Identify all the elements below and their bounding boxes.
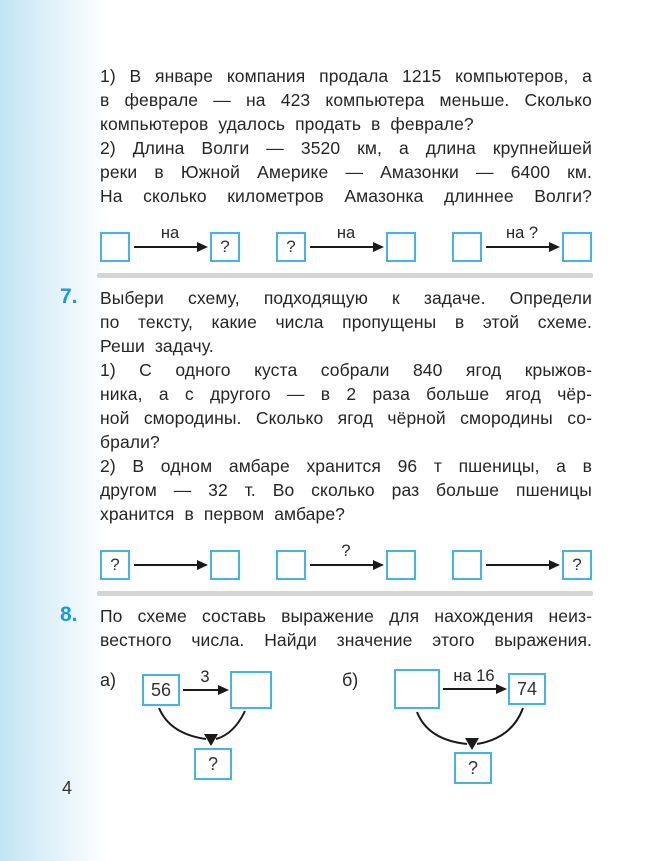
text-line: На сколько километров Амазонка длиннее Волги? — [100, 186, 592, 206]
diagram-result-box: ? — [194, 748, 232, 780]
diagram-top-row — [394, 668, 546, 710]
scheme-row-task7 — [100, 536, 592, 582]
scheme — [100, 224, 240, 264]
diagram-a — [100, 664, 336, 782]
scheme-box — [562, 232, 592, 262]
text-line: По схеме составь выражение для нахождения неиз- — [100, 606, 592, 626]
scheme-box: ? — [210, 232, 240, 262]
text-line: по тексту, какие числа пропущены в этой схеме. — [100, 312, 592, 332]
scheme-row-top — [100, 218, 592, 264]
scheme-arrow-icon — [310, 542, 382, 566]
scheme-box — [276, 550, 306, 580]
scheme-arrow-icon — [310, 224, 382, 248]
diagram-box — [394, 669, 440, 709]
scheme-arrow-label: на — [336, 224, 356, 242]
scheme — [100, 548, 240, 582]
diagram-top-row — [142, 670, 272, 710]
text-line: в феврале — на 423 компьютера меньше. Сколько — [100, 90, 592, 110]
diagram-result-box: ? — [454, 752, 492, 784]
scheme-arrow-label: на ? — [505, 224, 539, 242]
text-line: реки в Южной Америке — Амазонки — 6400 км. — [100, 162, 592, 182]
scheme-arrow-icon — [134, 224, 206, 248]
scheme-box — [452, 232, 482, 262]
diagram-box — [230, 671, 272, 709]
diagram-arrow-label: 3 — [200, 668, 210, 686]
task-number: 7. — [60, 285, 78, 308]
text-line: хранится в первом амбаре? — [100, 504, 346, 524]
section-divider — [97, 591, 593, 596]
scheme-box: ? — [276, 232, 306, 262]
scheme — [452, 224, 592, 264]
section-divider — [97, 273, 593, 278]
diagram-box: 56 — [142, 674, 180, 706]
text-line: Реши задачу. — [100, 336, 214, 356]
scheme-box — [100, 232, 130, 262]
diagram-arrow-icon — [443, 667, 505, 690]
left-edge-gradient — [0, 0, 108, 861]
scheme-arrow-icon — [486, 224, 558, 248]
task-8-intro — [100, 604, 592, 652]
task-8 — [60, 603, 592, 786]
diagram-arrow-label: на 16 — [453, 667, 495, 685]
diagram-b — [342, 664, 592, 786]
scheme-arrow-icon — [134, 564, 206, 566]
problem-1-text — [100, 64, 592, 136]
text-line: компьютеров удалось продать в феврале? — [100, 114, 474, 134]
scheme-box: ? — [100, 550, 130, 580]
text-line: 1) В январе компания продала 1215 компьютеров, а — [100, 66, 592, 86]
scheme — [452, 548, 592, 582]
task-7-intro — [100, 286, 592, 358]
scheme-box: ? — [562, 550, 592, 580]
scheme-arrow-icon — [486, 564, 558, 566]
text-line: Выбери схему, подходящую к задаче. Определи — [100, 288, 592, 308]
scheme-box — [452, 550, 482, 580]
text-line: 2) Длина Волги — 3520 км, а длина крупнейшей — [100, 138, 592, 158]
scheme — [276, 542, 416, 582]
diagram-label: а) — [100, 670, 117, 690]
scheme-arrow-label: ? — [341, 542, 351, 560]
problem-2-text — [100, 136, 592, 208]
diagram-arrow-icon — [183, 668, 227, 691]
task-7-problem-1 — [100, 358, 592, 454]
text-line: другом — 32 т. Во сколько раз больше пшеницы — [100, 480, 592, 500]
page-number: 4 — [62, 778, 73, 798]
diagram-label: б) — [342, 670, 359, 690]
task-8-diagrams — [100, 664, 592, 786]
scheme-box — [386, 550, 416, 580]
scheme-arrow-label: на — [160, 224, 180, 242]
text-line: вестного числа. Найди значение этого выражения. — [100, 630, 592, 650]
task-number: 8. — [60, 603, 78, 626]
text-line: ной смородины. Сколько ягод чёрной смородины со- — [100, 408, 592, 428]
scheme-box — [210, 550, 240, 580]
task-7-problem-2 — [100, 454, 592, 526]
task-7 — [60, 285, 592, 582]
scheme — [276, 224, 416, 264]
text-line: 1) С одного куста собрали 840 ягод крыжов- — [100, 360, 592, 380]
text-line: ника, а с другого — в 2 раза больше ягод чёр- — [100, 384, 592, 404]
scheme-box — [386, 232, 416, 262]
text-line: 2) В одном амбаре хранится 96 т пшеницы, а в — [100, 456, 592, 476]
page-content — [60, 64, 592, 786]
text-line: брали? — [100, 432, 160, 452]
diagram-box: 74 — [508, 673, 546, 705]
